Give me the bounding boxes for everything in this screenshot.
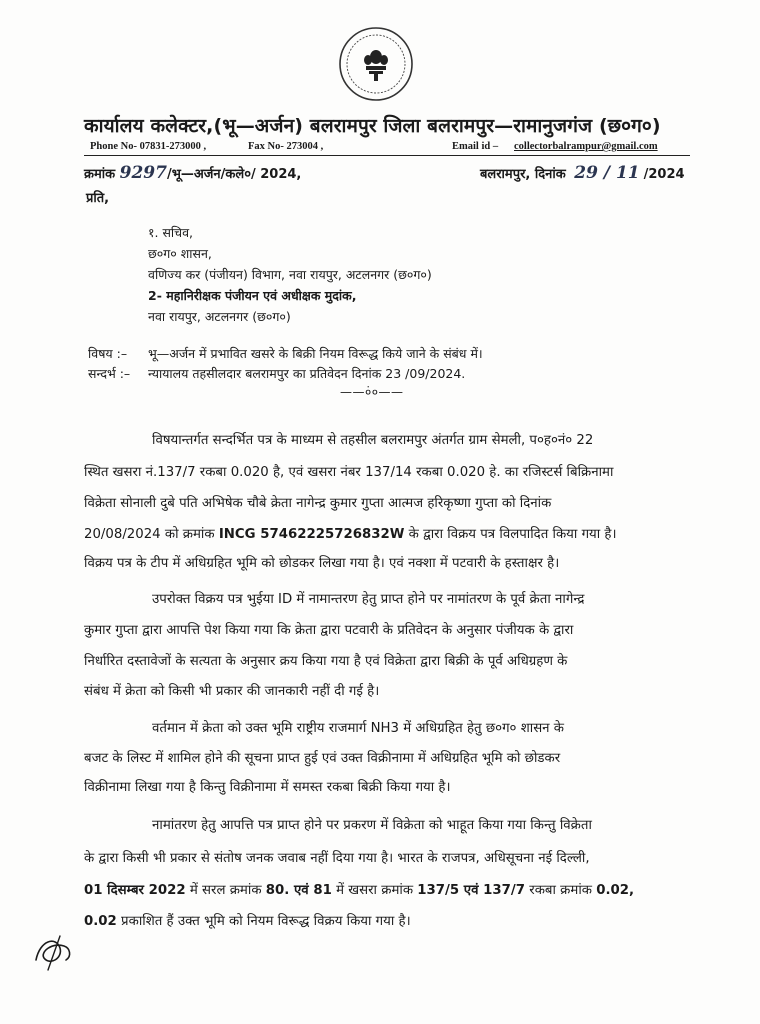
- body-line: संबंध में क्रेता को किसी भी प्रकार की जानकारी नहीं दी गई है।: [84, 684, 380, 699]
- body-line: के द्वारा किसी भी प्रकार से संतोष जनक जवाब नहीं दिया गया है। भारत के राजपत्र, अधिसूचना नई दिल्ली,: [84, 851, 590, 866]
- addressee-line: १. सचिव,: [148, 225, 193, 240]
- body-line: उपरोक्त विक्रय पत्र भुईया ID में नामान्तरण हेतु प्राप्त होने पर नामांतरण के पूर्व क्रेता नागेन्द्र: [152, 592, 585, 607]
- addressee-line: छ०ग० शासन,: [148, 246, 212, 261]
- serial-numbers: 80. एवं 81: [265, 883, 332, 898]
- body-line: विषयान्तर्गत सन्दर्भित पत्र के माध्यम से तहसील बलरामपुर अंतर्गत ग्राम सेमली, प०ह०नं० 22: [152, 433, 594, 448]
- body-text: में सरल क्रमांक: [189, 883, 262, 898]
- reference-text: न्यायालय तहसीलदार बलरामपुर का प्रतिवेदन दिनांक 23 /09/2024.: [148, 366, 466, 381]
- body-line: विक्रेता सोनाली दुबे पति अभिषेक चौबे क्रेता नागेन्द्र कुमार गुप्ता आत्मज हरिकृष्णा गुप्ता को दिनांक: [84, 496, 552, 511]
- recipient-label: प्रति,: [86, 191, 110, 206]
- body-line: स्थित खसरा नं.137/7 रकबा 0.020 है, एवं खसरा नंबर 137/14 रकबा 0.020 हे. का रजिस्टर्स बिक्रिनामा: [84, 465, 614, 480]
- addressee-line: 2- महानिरीक्षक पंजीयन एवं अधीक्षक मुदांक,: [148, 288, 357, 303]
- subject-text: भू—अर्जन में प्रभावित खसरे के बिक्री नियम विरूद्ध किये जाने के संबंध में।: [148, 346, 483, 361]
- registration-number: INCG 57462225726832W: [218, 527, 405, 542]
- date-handwritten: 29 / 11: [574, 163, 640, 183]
- government-seal-icon: [336, 24, 416, 104]
- body-line: बजट के लिस्ट में शामिल होने की सूचना प्राप्त हुई एवं उक्त विक्रीनामा में अधिग्रहित भूमि को छोडकर: [84, 751, 561, 766]
- body-line: विक्रीनामा लिखा गया है किन्तु विक्रीनामा में समस्त रकबा बिक्री किया गया है।: [84, 780, 451, 795]
- phone-number: Phone No- 07831-273000 ,: [90, 141, 207, 152]
- letter-date: [480, 163, 685, 183]
- body-text: रकबा क्रमांक: [529, 883, 592, 898]
- email-label: Email id –: [452, 141, 499, 152]
- fax-number: Fax No- 273004 ,: [248, 141, 324, 152]
- khasra-numbers: 137/5 एवं 137/7: [417, 883, 526, 898]
- body-text: 20/08/2024 को क्रमांक: [84, 527, 215, 542]
- body-line: [84, 524, 692, 542]
- initials-signature-icon: [30, 930, 76, 976]
- body-line: विक्रय पत्र के टीप में अधिग्रहित भूमि को छोडकर लिखा गया है। एवं नक्शा में पटवारी के हस्ताक्षर है।: [84, 556, 560, 571]
- section-separator: ——०ं०——: [340, 385, 404, 399]
- reference-number: [84, 163, 301, 183]
- body-line: वर्तमान में क्रेता को उक्त भूमि राष्ट्रीय राजमार्ग NH3 में अधिग्रहित हेतु छ०ग० शासन के: [152, 721, 564, 736]
- reference-handwritten-number: 9297: [119, 163, 167, 183]
- date-suffix: /2024: [643, 167, 685, 182]
- body-line: निर्धारित दस्तावेजों के सत्यता के अनुसार क्रय किया गया है एवं विक्रेता द्वारा बिक्री के पूर्व अधिग्रहण के: [84, 654, 568, 669]
- body-text: के द्वारा विक्रय पत्र विलपादित किया गया है।: [408, 527, 617, 542]
- area-value: 0.02,: [596, 883, 635, 898]
- addressee-line: नवा रायपुर, अटलनगर (छ०ग०): [148, 309, 291, 324]
- header-divider: [84, 155, 690, 156]
- area-value: 0.02: [84, 914, 117, 929]
- body-line: [84, 911, 692, 929]
- body-line: [84, 880, 692, 898]
- subject-label: विषय :–: [88, 346, 128, 361]
- office-title: कार्यालय कलेक्टर,(भू—अर्जन) बलरामपुर जिला बलरामपुर—रामानुजगंज (छ०ग०): [84, 115, 661, 137]
- body-text: प्रकाशित हैं उक्त भूमि को नियम विरूद्ध विक्रय किया गया है।: [121, 914, 411, 929]
- gazette-date: 01 दिसम्बर 2022: [84, 883, 186, 898]
- body-text: में खसरा क्रमांक: [336, 883, 414, 898]
- body-line: नामांतरण हेतु आपत्ति पत्र प्राप्त होने पर प्रकरण में विक्रेता को भाहूत किया गया किन्तु विक्रेता: [152, 818, 592, 833]
- reference-label: सन्दर्भ :–: [88, 366, 131, 381]
- email-address: collectorbalrampur@gmail.com: [514, 141, 658, 152]
- reference-prefix: क्रमांक: [84, 167, 116, 182]
- reference-suffix: /भू—अर्जन/कले०/ 2024,: [166, 167, 302, 182]
- addressee-line: वणिज्य कर (पंजीयन) विभाग, नवा रायपुर, अटलनगर (छ०ग०): [148, 267, 432, 282]
- date-prefix: बलरामपुर, दिनांक: [480, 167, 566, 182]
- body-line: कुमार गुप्ता द्वारा आपत्ति पेश किया गया कि क्रेता द्वारा पटवारी के प्रतिवेदन के अनुसार पंजीयक के द्वारा: [84, 623, 574, 638]
